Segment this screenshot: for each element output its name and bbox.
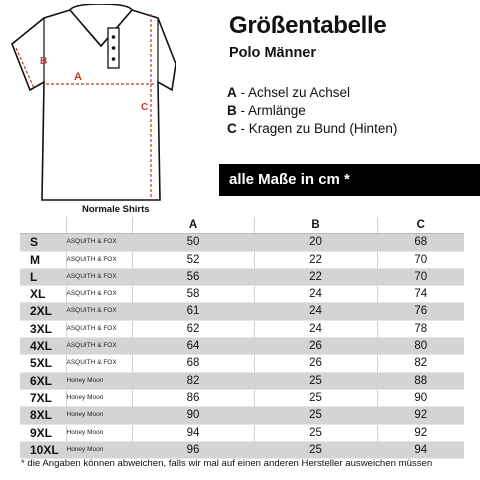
value-a-cell: 61 (132, 303, 254, 320)
value-b-cell: 25 (254, 407, 377, 424)
table-row (20, 338, 464, 355)
size-cell: 8XL (20, 407, 66, 424)
legend-text: - Kragen zu Bund (Hinten) (236, 121, 398, 136)
value-c-cell: 94 (377, 441, 464, 458)
size-cell: 6XL (20, 372, 66, 389)
button-icon (112, 35, 116, 39)
value-b-cell: 24 (254, 286, 377, 303)
table-row (20, 251, 464, 268)
table-row (20, 303, 464, 320)
value-a-cell: 64 (132, 338, 254, 355)
brand-cell: ASQUITH & FOX (66, 286, 132, 303)
table-row (20, 389, 464, 406)
brand-cell: ASQUITH & FOX (66, 268, 132, 285)
legend-item (227, 102, 397, 120)
value-b-cell: 22 (254, 268, 377, 285)
size-table (20, 203, 464, 459)
value-b-cell: 25 (254, 424, 377, 441)
value-a-cell: 94 (132, 424, 254, 441)
header-cell-empty (66, 217, 132, 234)
table-row (20, 407, 464, 424)
value-c-cell: 88 (377, 372, 464, 389)
column-header-c: C (377, 217, 464, 234)
measurement-legend (227, 84, 397, 138)
shirt-label-a: A (74, 71, 82, 83)
value-b-cell: 26 (254, 338, 377, 355)
value-a-cell: 52 (132, 251, 254, 268)
value-b-cell: 20 (254, 234, 377, 251)
brand-cell: Honey Moon (66, 407, 132, 424)
size-cell: 5XL (20, 355, 66, 372)
button-icon (112, 46, 116, 50)
column-header-a: A (132, 217, 254, 234)
value-b-cell: 25 (254, 441, 377, 458)
legend-key: C (227, 121, 237, 136)
value-c-cell: 70 (377, 251, 464, 268)
value-b-cell: 22 (254, 251, 377, 268)
table-row (20, 424, 464, 441)
table-row (20, 320, 464, 337)
value-a-cell: 86 (132, 389, 254, 406)
value-a-cell: 50 (132, 234, 254, 251)
value-c-cell: 82 (377, 355, 464, 372)
size-cell: 2XL (20, 303, 66, 320)
footnote: * die Angaben können abweichen, falls wir mal auf einen anderen Hersteller ausweichen müssen (21, 458, 433, 469)
value-c-cell: 76 (377, 303, 464, 320)
legend-text: - Armlänge (236, 103, 306, 118)
page-subtitle: Polo Männer (229, 45, 317, 61)
brand-cell: ASQUITH & FOX (66, 234, 132, 251)
brand-cell: Honey Moon (66, 372, 132, 389)
value-c-cell: 74 (377, 286, 464, 303)
value-b-cell: 25 (254, 389, 377, 406)
value-c-cell: 68 (377, 234, 464, 251)
table-row (20, 268, 464, 285)
size-cell: 7XL (20, 389, 66, 406)
brand-cell: ASQUITH & FOX (66, 320, 132, 337)
value-b-cell: 26 (254, 355, 377, 372)
legend-text: - Achsel zu Achsel (236, 85, 351, 100)
value-a-cell: 96 (132, 441, 254, 458)
value-c-cell: 92 (377, 407, 464, 424)
table-row (20, 355, 464, 372)
legend-key: B (227, 103, 237, 118)
polo-shirt-diagram (8, 4, 176, 202)
button-icon (112, 57, 116, 61)
size-cell: 3XL (20, 320, 66, 337)
brand-cell: ASQUITH & FOX (66, 338, 132, 355)
value-c-cell: 80 (377, 338, 464, 355)
brand-cell: ASQUITH & FOX (66, 355, 132, 372)
brand-cell: ASQUITH & FOX (66, 251, 132, 268)
value-a-cell: 62 (132, 320, 254, 337)
value-c-cell: 90 (377, 389, 464, 406)
group-header: Normale Shirts (82, 204, 150, 215)
table-row (20, 286, 464, 303)
value-b-cell: 25 (254, 372, 377, 389)
size-cell: XL (20, 286, 66, 303)
size-cell: S (20, 234, 66, 251)
value-a-cell: 82 (132, 372, 254, 389)
header-cell-empty (20, 217, 66, 234)
value-c-cell: 92 (377, 424, 464, 441)
value-c-cell: 70 (377, 268, 464, 285)
size-cell: 4XL (20, 338, 66, 355)
units-banner: alle Maße in cm * (219, 164, 480, 196)
size-cell: M (20, 251, 66, 268)
value-c-cell: 78 (377, 320, 464, 337)
brand-cell: Honey Moon (66, 424, 132, 441)
table-row (20, 234, 464, 251)
column-header-b: B (254, 217, 377, 234)
size-cell: 10XL (20, 441, 66, 458)
legend-item (227, 120, 397, 138)
page-title: Größentabelle (229, 12, 387, 39)
value-a-cell: 56 (132, 268, 254, 285)
value-b-cell: 24 (254, 303, 377, 320)
value-a-cell: 90 (132, 407, 254, 424)
size-cell: 9XL (20, 424, 66, 441)
brand-cell: ASQUITH & FOX (66, 303, 132, 320)
column-header-row (20, 217, 464, 234)
brand-cell: Honey Moon (66, 389, 132, 406)
value-a-cell: 58 (132, 286, 254, 303)
brand-cell: Honey Moon (66, 441, 132, 458)
legend-key: A (227, 85, 237, 100)
size-cell: L (20, 268, 66, 285)
value-a-cell: 68 (132, 355, 254, 372)
shirt-label-c: C (141, 102, 149, 113)
table-row (20, 372, 464, 389)
shirt-label-b: B (40, 56, 48, 67)
legend-item (227, 84, 397, 102)
value-b-cell: 24 (254, 320, 377, 337)
table-row (20, 441, 464, 458)
